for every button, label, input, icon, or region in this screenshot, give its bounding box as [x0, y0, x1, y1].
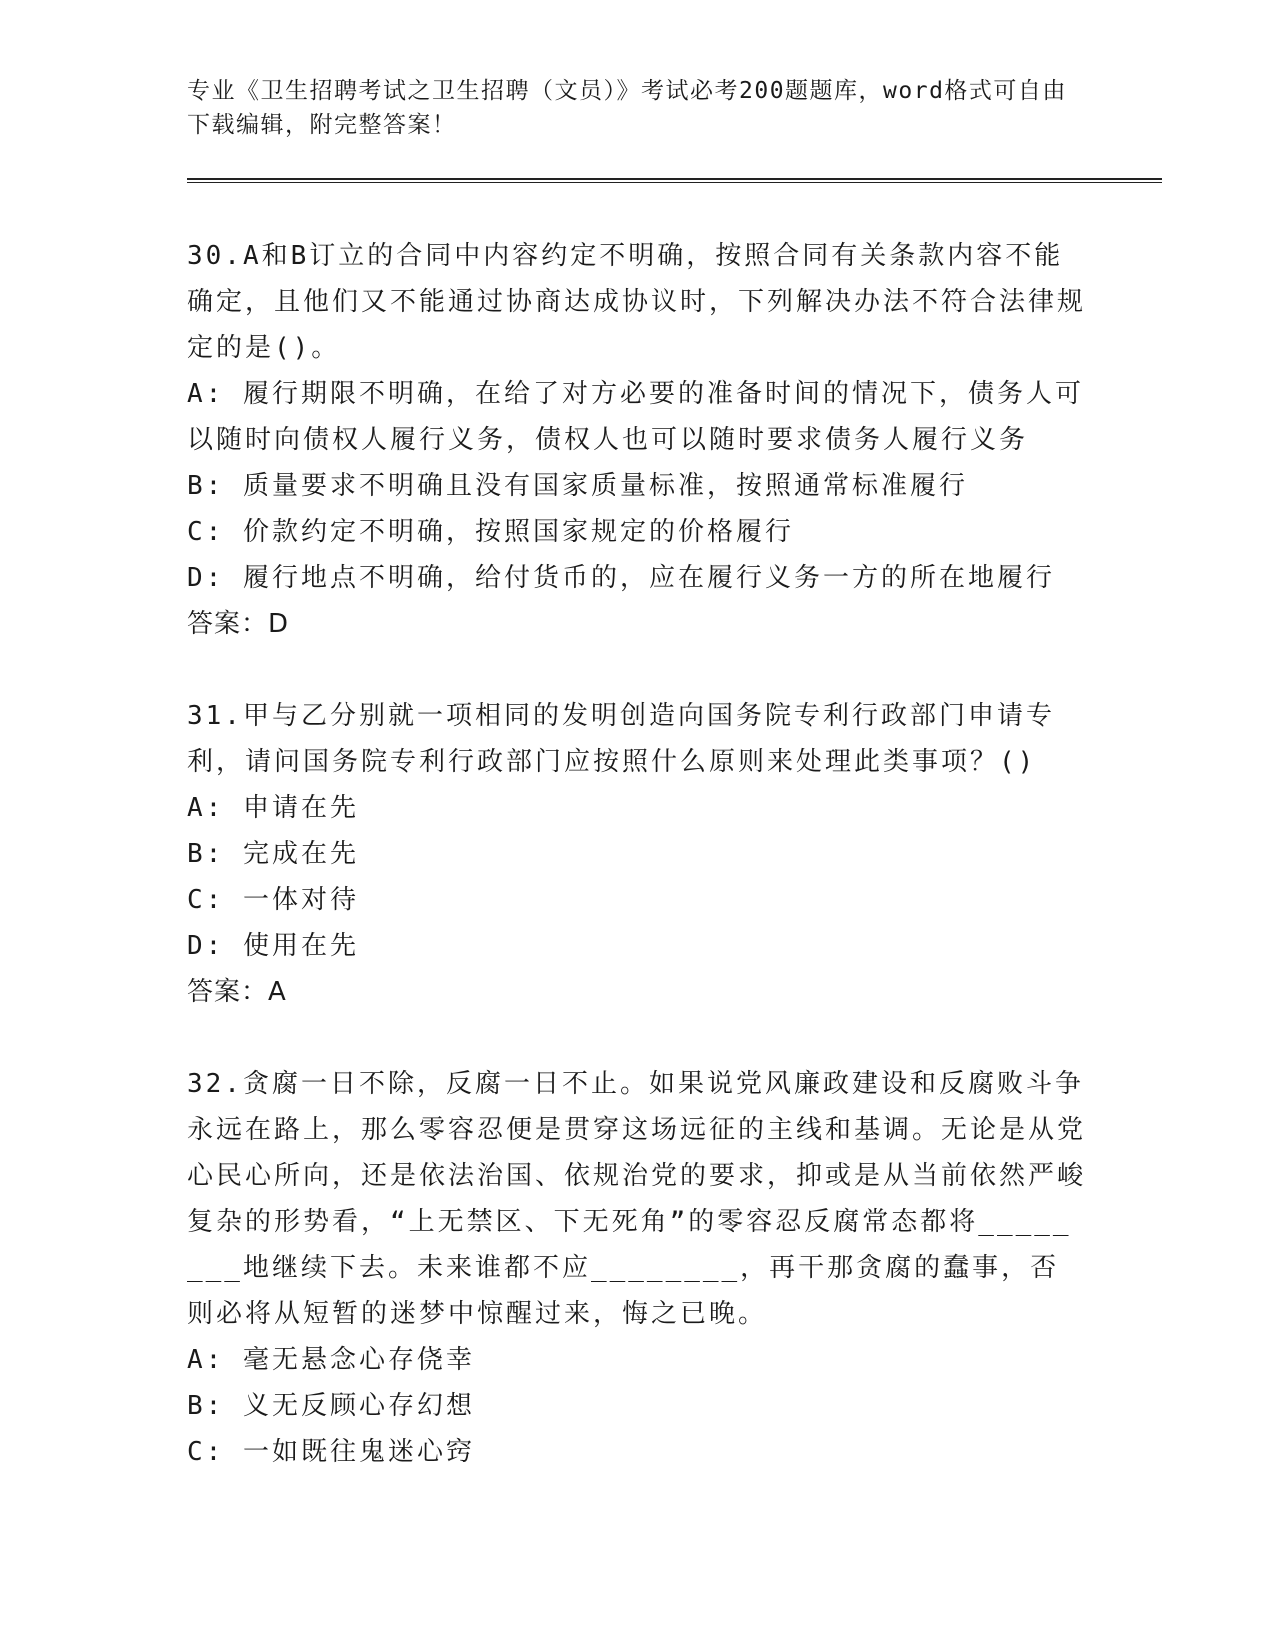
answer-label: 答案：A [187, 977, 287, 1007]
option-a: A: 毫无悬念心存侥幸 [187, 1345, 475, 1375]
option-c: C: 价款约定不明确，按照国家规定的价格履行 [187, 517, 794, 547]
option-d: D: 履行地点不明确，给付货币的，应在履行义务一方的所在地履行 [187, 563, 1055, 593]
question-30 [187, 233, 1087, 647]
option-b: B: 完成在先 [187, 839, 359, 869]
question-stem: 31.甲与乙分别就一项相同的发明创造向国务院专利行政部门申请专利，请问国务院专利行政部门应按照什么原则来处理此类事项？() [187, 701, 1055, 777]
answer-label: 答案：D [187, 609, 290, 639]
option-c: C: 一体对待 [187, 885, 359, 915]
option-d: D: 使用在先 [187, 931, 359, 961]
option-a: A: 履行期限不明确，在给了对方必要的准备时间的情况下，债务人可以随时向债权人履行义务，债权人也可以随时要求债务人履行义务 [187, 379, 1084, 455]
question-list [187, 233, 1087, 1521]
option-c: C: 一如既往鬼迷心窍 [187, 1437, 475, 1467]
question-stem: 32.贪腐一日不除，反腐一日不止。如果说党风廉政建设和反腐败斗争永远在路上，那么零容忍便是贯穿这场远征的主线和基调。无论是从党心民心所向，还是依法治国、依规治党的要求，抑或是从当前依然严峻复杂的形势看，“上无禁区、下无死角”的零容忍反腐常态都将________地继续下去。未来谁都不应________，再干那贪腐的蠢事，否则必将从短暂的迷梦中惊醒过来，悔之已晚。 [187, 1069, 1087, 1329]
header-divider [187, 178, 1162, 183]
option-b: B: 义无反顾心存幻想 [187, 1391, 475, 1421]
option-b: B: 质量要求不明确且没有国家质量标准，按照通常标准履行 [187, 471, 968, 501]
document-header: 专业《卫生招聘考试之卫生招聘（文员）》考试必考200题题库，word格式可自由下载编辑，附完整答案！ [187, 78, 1067, 138]
question-stem: 30.A和B订立的合同中内容约定不明确，按照合同有关条款内容不能确定，且他们又不能通过协商达成协议时，下列解决办法不符合法律规定的是()。 [187, 241, 1087, 363]
option-a: A: 申请在先 [187, 793, 359, 823]
question-31 [187, 693, 1087, 1015]
question-32 [187, 1061, 1087, 1475]
